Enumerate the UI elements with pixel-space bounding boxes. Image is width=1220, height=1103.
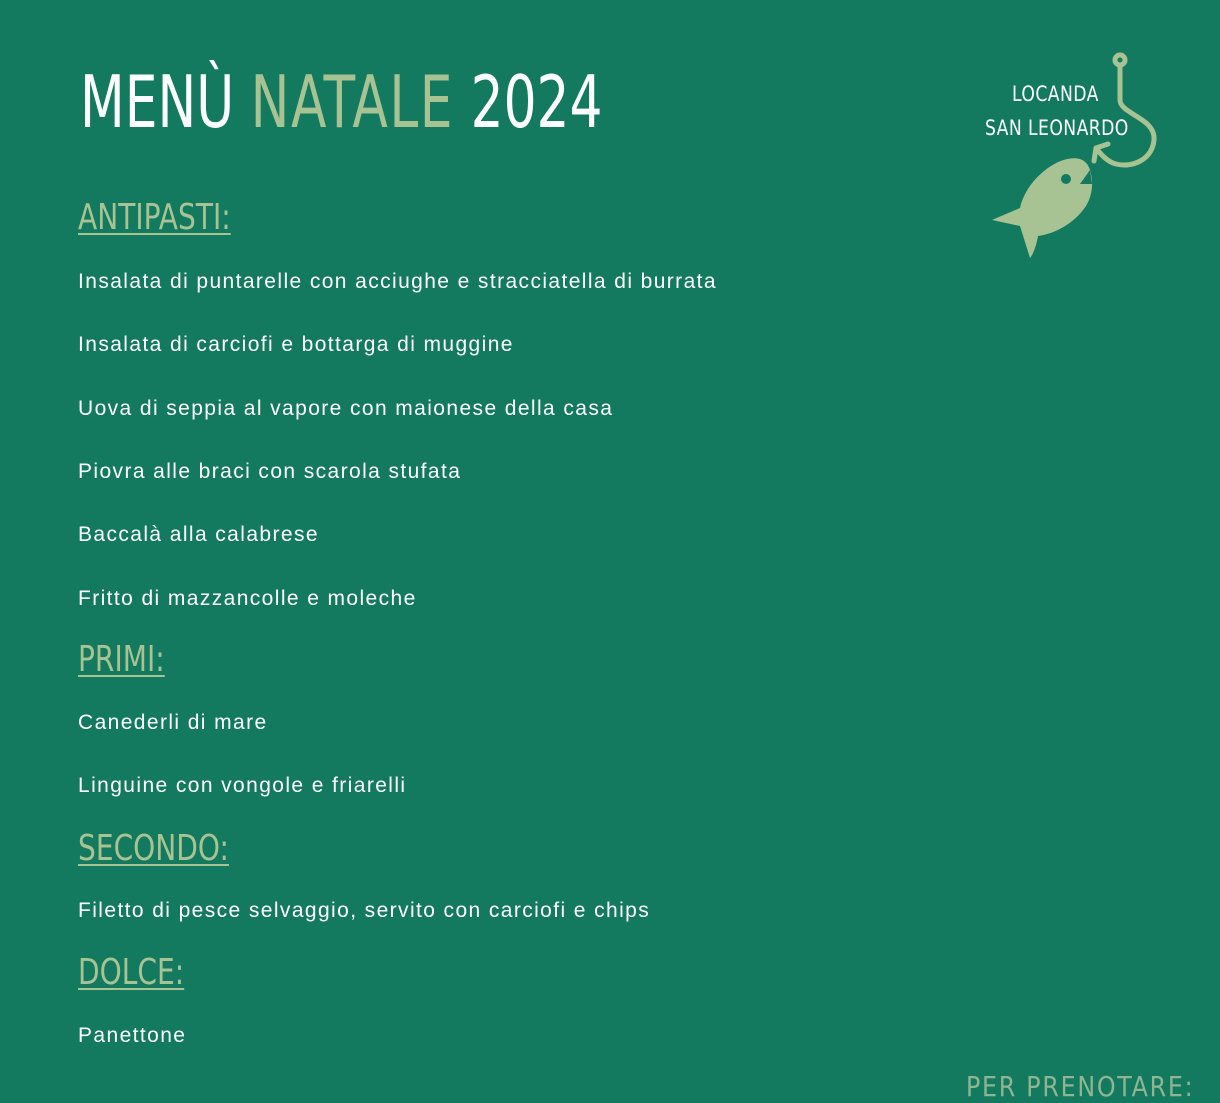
dish-item: Linguine con vongole e friarelli [78, 774, 407, 797]
title-menu-word: MENÙ [80, 60, 235, 144]
logo-line-san-leonardo: SAN LEONARDO [985, 116, 1129, 140]
dish-item: Insalata di carciofi e bottarga di muggine [78, 333, 514, 356]
dish-item: Uova di seppia al vapore con maionese della casa [78, 397, 614, 420]
dish-item: Panettone [78, 1024, 187, 1047]
dish-item: Insalata di puntarelle con acciughe e stracciatella di burrata [78, 270, 717, 293]
section-heading-primi: PRIMI: [78, 639, 165, 680]
section-heading-antipasti: ANTIPASTI: [78, 197, 231, 238]
title-natale-word: NATALE [250, 60, 455, 144]
section-heading-secondo: SECONDO: [78, 828, 229, 869]
logo-line-locanda: LOCANDA [1012, 82, 1099, 106]
dish-item: Baccalà alla calabrese [78, 523, 319, 546]
title-year: 2024 [470, 60, 603, 144]
section-heading-dolce: DOLCE: [78, 952, 185, 993]
fish-icon [992, 158, 1092, 258]
dish-item: Canederli di mare [78, 711, 268, 734]
dish-item: Filetto di pesce selvaggio, servito con carciofi e chips [78, 899, 651, 922]
booking-label: PER PRENOTARE: [966, 1070, 1195, 1103]
restaurant-logo [980, 48, 1170, 268]
dish-item: Fritto di mazzancolle e moleche [78, 587, 417, 610]
menu-title [80, 56, 602, 148]
fishhook-icon [1094, 55, 1154, 165]
dish-item: Piovra alle braci con scarola stufata [78, 460, 462, 483]
